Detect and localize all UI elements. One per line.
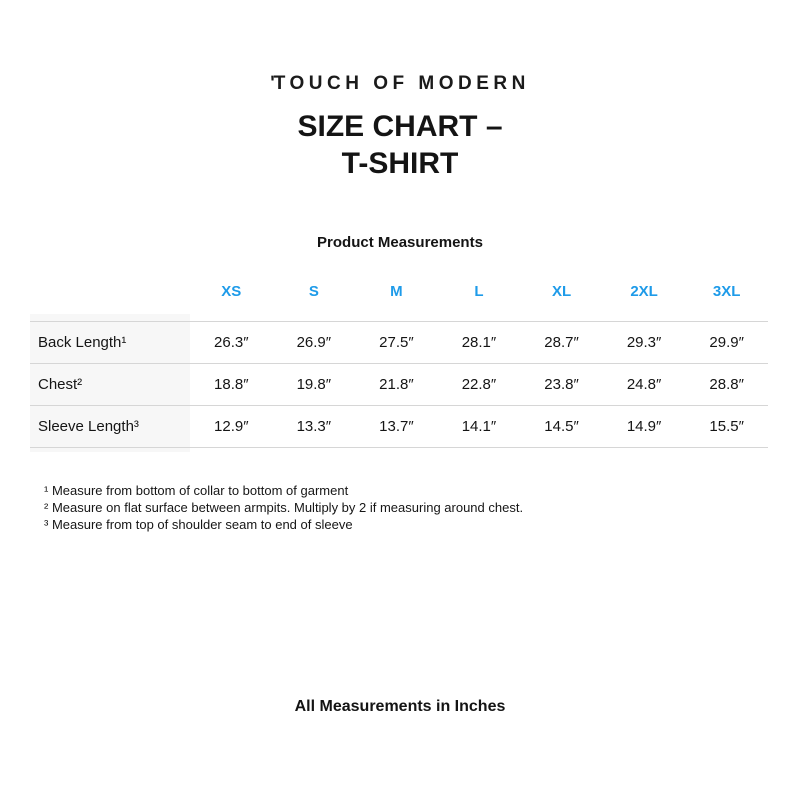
size-table-container [30, 283, 768, 448]
footnote-1: ¹ Measure from bottom of collar to bottom of garment [44, 483, 349, 498]
back-length-l: 28.1″ [461, 334, 497, 351]
size-header-xl: XL [551, 283, 572, 300]
back-length-3xl: 29.9″ [709, 334, 744, 351]
chest-l: 22.8″ [461, 376, 497, 393]
chest-3xl: 28.8″ [709, 376, 744, 393]
chest-xs: 18.8″ [214, 376, 249, 393]
row-label-back-length: Back Length¹ [38, 334, 127, 351]
back-length-s: 26.9″ [296, 334, 332, 351]
table-row-back-length [30, 322, 768, 364]
back-length-2xl: 29.3″ [626, 334, 662, 351]
back-length-xl: 28.7″ [544, 334, 579, 351]
size-header-empty-cell [30, 283, 190, 322]
chest-m: 21.8″ [379, 376, 414, 393]
page-title [0, 108, 800, 182]
size-header-xs: XS [221, 283, 242, 300]
sleeve-length-s: 13.3″ [296, 418, 332, 435]
size-header-3xl: 3XL [712, 283, 741, 300]
logo-text: TOUCH OF MODERN [273, 73, 530, 94]
page-title-line2: T-SHIRT [341, 147, 459, 180]
sleeve-length-xs: 12.9″ [214, 418, 249, 435]
back-length-m: 27.5″ [379, 334, 414, 351]
size-header-row [30, 283, 768, 322]
measurement-footnotes [44, 482, 800, 533]
footnote-2: ² Measure on flat surface between armpits. Multiply by 2 if measuring around chest. [44, 500, 524, 515]
row-label-chest: Chest² [38, 376, 83, 393]
sleeve-length-xl: 14.5″ [544, 418, 579, 435]
row-label-sleeve-length: Sleeve Length³ [38, 418, 139, 435]
size-header-s: S [308, 283, 319, 300]
sleeve-length-2xl: 14.9″ [626, 418, 662, 435]
back-length-xs: 26.3″ [214, 334, 249, 351]
size-header-l: L [474, 283, 484, 300]
footnote-3: ³ Measure from top of shoulder seam to end of sleeve [44, 517, 353, 532]
sleeve-length-m: 13.7″ [379, 418, 414, 435]
table-subtitle: Product Measurements [317, 234, 483, 251]
size-header-m: M [390, 283, 403, 300]
page-title-line1: SIZE CHART – [297, 110, 503, 143]
units-note: All Measurements in Inches [294, 698, 506, 715]
chest-2xl: 24.8″ [626, 376, 662, 393]
table-row-sleeve-length [30, 406, 768, 448]
size-header-2xl: 2XL [630, 283, 658, 300]
size-table [30, 283, 768, 448]
logo-tick-icon: ʹ [270, 73, 275, 94]
sleeve-length-3xl: 15.5″ [709, 418, 744, 435]
chest-xl: 23.8″ [544, 376, 579, 393]
chest-s: 19.8″ [296, 376, 332, 393]
brand-logo [0, 73, 800, 95]
table-row-chest [30, 364, 768, 406]
sleeve-length-l: 14.1″ [461, 418, 497, 435]
